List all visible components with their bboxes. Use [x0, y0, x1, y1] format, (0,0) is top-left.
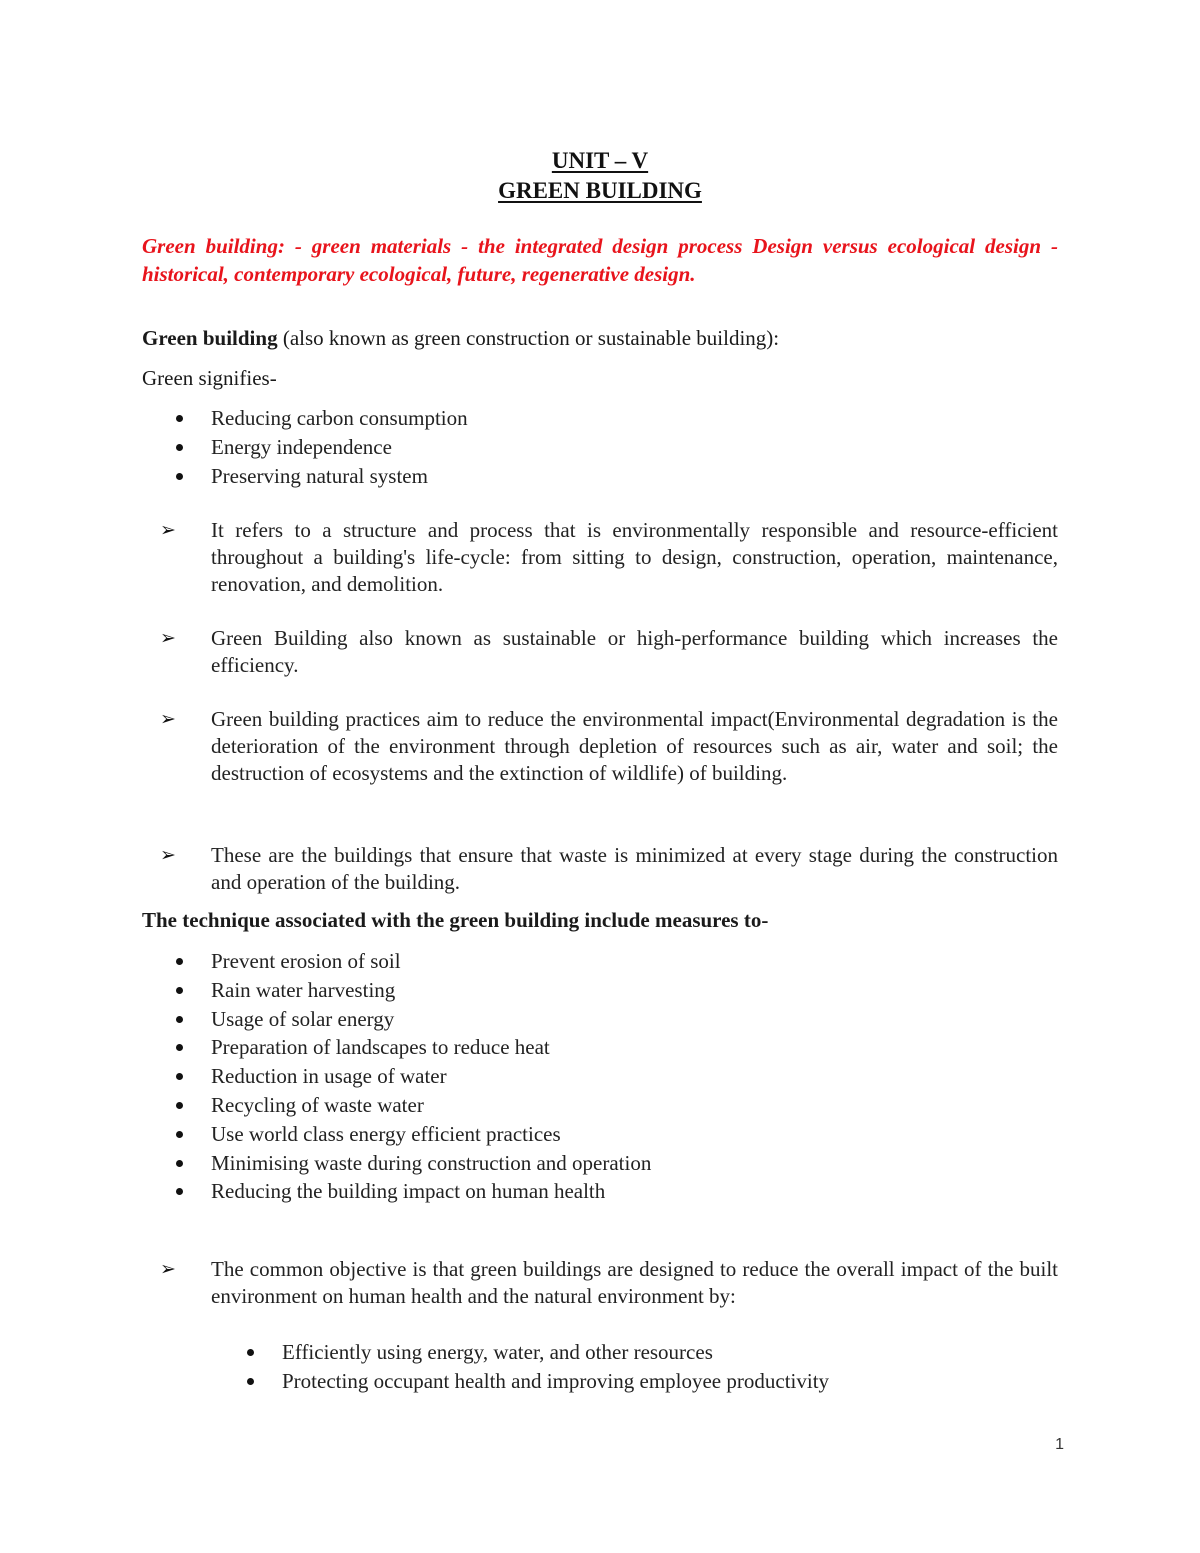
list-item: Usage of solar energy	[142, 1005, 651, 1034]
bullet-icon	[176, 1131, 183, 1138]
arrow-point: ➢ Green building practices aim to reduce the environmental impact(Environmental degradation is the deterioration of the environment through depletion of resources such as air, water and soil; the destruction of ecosystems and the extinction of wildlife) of building.	[160, 707, 1058, 785]
technique-list	[142, 947, 651, 1206]
arrow-bullet-icon: ➢	[160, 709, 176, 730]
signifies-list	[142, 404, 468, 490]
list-item: Use world class energy efficient practices	[142, 1120, 651, 1149]
list-item: Reducing carbon consumption	[142, 404, 468, 433]
bullet-icon	[176, 958, 183, 965]
bullet-icon	[176, 415, 183, 422]
arrow-bullet-icon: ➢	[160, 1259, 176, 1280]
bullet-icon	[176, 473, 183, 480]
bullet-icon	[176, 1016, 183, 1023]
bullet-icon	[176, 1073, 183, 1080]
bullet-icon	[247, 1349, 254, 1356]
definition-rest: (also known as green construction or sustainable building):	[277, 326, 780, 350]
bullet-icon	[176, 1188, 183, 1195]
list-item: Prevent erosion of soil	[142, 947, 651, 976]
list-item: Preparation of landscapes to reduce heat	[142, 1033, 651, 1062]
list-item: Reduction in usage of water	[142, 1062, 651, 1091]
bullet-icon	[176, 1102, 183, 1109]
arrow-point: ➢ Green Building also known as sustainable or high-performance building which increases the efficiency.	[160, 626, 1058, 677]
arrow-point: ➢ These are the buildings that ensure that waste is minimized at every stage during the construction and operation of the building.	[160, 843, 1058, 894]
bullet-icon	[176, 987, 183, 994]
list-item: Preserving natural system	[142, 462, 468, 491]
arrow-bullet-icon: ➢	[160, 520, 176, 541]
bullet-icon	[247, 1378, 254, 1385]
objective-list	[213, 1338, 829, 1396]
list-item: Rain water harvesting	[142, 976, 651, 1005]
list-item: Minimising waste during construction and operation	[142, 1149, 651, 1178]
subject-title: GREEN BUILDING	[498, 178, 702, 203]
bullet-icon	[176, 1160, 183, 1167]
arrow-bullet-icon: ➢	[160, 845, 176, 866]
intro-topics: Green building: - green materials - the integrated design process Design versus ecological design - historical, contemporary ecological, future, regenerative design.	[142, 234, 1058, 286]
signifies-label: Green signifies-	[142, 366, 277, 390]
list-item: Reducing the building impact on human health	[142, 1177, 651, 1206]
arrow-point: ➢ The common objective is that green buildings are designed to reduce the overall impact of the built environment on human health and the natural environment by:	[160, 1257, 1058, 1308]
technique-heading: The technique associated with the green building include measures to-	[142, 908, 769, 932]
list-item: Recycling of waste water	[142, 1091, 651, 1120]
unit-title: UNIT – V	[551, 148, 649, 173]
list-item: Efficiently using energy, water, and other resources	[213, 1338, 829, 1367]
bullet-icon	[176, 444, 183, 451]
arrow-point: ➢ It refers to a structure and process that is environmentally responsible and resource-efficient throughout a building's life-cycle: from sitting to design, construction, operation, maintenance, renovation, and demolition.	[160, 518, 1058, 596]
title-block	[0, 146, 1200, 206]
bullet-icon	[176, 1044, 183, 1051]
definition-term: Green building	[142, 326, 278, 350]
page-number: 1	[1055, 1436, 1064, 1453]
list-item: Protecting occupant health and improving employee productivity	[213, 1367, 829, 1396]
arrow-bullet-icon: ➢	[160, 628, 176, 649]
list-item: Energy independence	[142, 433, 468, 462]
definition-paragraph	[142, 325, 1058, 352]
